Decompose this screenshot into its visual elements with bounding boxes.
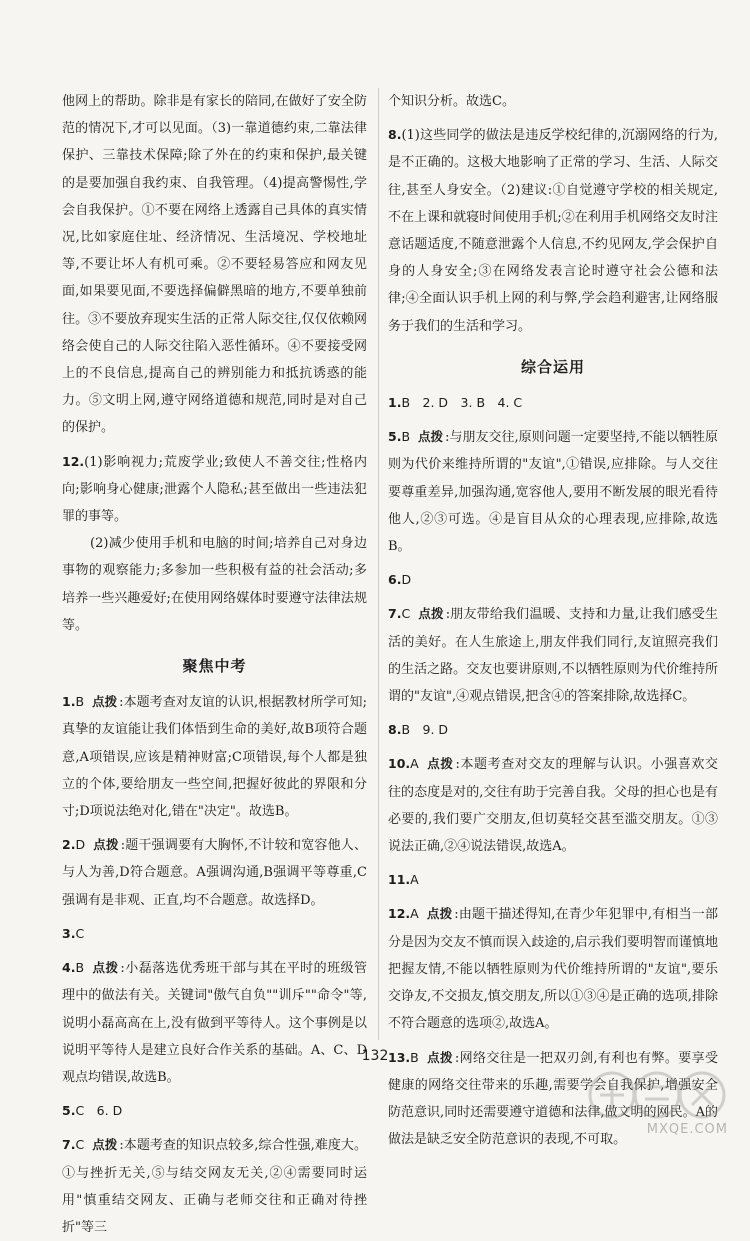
tip-label: 点拨 bbox=[426, 906, 453, 922]
paragraph bbox=[62, 448, 367, 531]
tip-label: 点拨 bbox=[92, 694, 118, 710]
answer-item bbox=[388, 600, 718, 710]
answer-choice: B 2. D 3. B 4. C bbox=[401, 395, 523, 411]
question-number: 10. bbox=[388, 756, 411, 772]
explanation-text: :网络交往是一把双刃剑,有利也有弊。要享受健康的网络交往带来的乐趣,需要学会自我保护,增强安全防范意识,同时还需要遵守道德和法律,做文明的网民。A的做法是缺乏安全防范意识的表现,不可取。 bbox=[388, 1050, 718, 1148]
section-title: 聚焦中考 bbox=[182, 657, 247, 676]
answer-item bbox=[388, 750, 718, 860]
answer-choice: C bbox=[75, 925, 85, 941]
left-column bbox=[62, 88, 367, 1241]
answer-item bbox=[62, 1097, 367, 1125]
explanation-text: :本题考查对友谊的认识,根据教材所学可知;真挚的友谊能让我们体悟到生命的美好,故B项符合题意,A项错误,应该是精神财富;C项错误,每个人都是独立的个体,要给朋友一些空间,把握好彼此的界限和分寸;D项说法绝对化,错在"决定"。故选B。 bbox=[62, 695, 367, 820]
explanation-text: :朋友带给我们温暖、支持和力量,让我们感受生活的美好。在人生旅途上,朋友伴我们同行,友谊照亮我们的生活之路。交友也要讲原则,不以牺牲原则为代价维持所谓的"友谊",④观点错误,把含④的答案排除,故选择C。 bbox=[388, 607, 718, 705]
answer-choice: B bbox=[75, 694, 85, 710]
question-number: 5. bbox=[62, 1103, 76, 1119]
paragraph-text: (2)减少使用手机和电脑的时间;培养自己对身边事物的观察能力;多参加一些积极有益的社会活动;多培养一些兴趣爱好;在使用网络媒体时要遵守法律法规等。 bbox=[62, 536, 367, 633]
question-number: 11. bbox=[388, 872, 411, 888]
question-number: 8. bbox=[388, 127, 402, 143]
answer-item bbox=[388, 900, 718, 1037]
tip-label: 点拨 bbox=[426, 1049, 453, 1065]
answer-item bbox=[388, 566, 718, 594]
tip-label: 点拨 bbox=[92, 1137, 118, 1153]
question-number: 4. bbox=[62, 960, 76, 976]
paragraph-text: (1)影响视力;荒废学业;致使人不善交往;性格内向;影响身心健康;泄露个人隐私;甚至做出一些违法犯罪的事等。 bbox=[62, 454, 367, 525]
question-number: 7. bbox=[388, 606, 402, 622]
answer-item bbox=[62, 920, 367, 948]
tip-label: 点拨 bbox=[418, 606, 444, 622]
answer-item bbox=[388, 389, 718, 417]
question-number: 1. bbox=[388, 395, 402, 411]
answer-item bbox=[62, 954, 367, 1091]
right-column bbox=[388, 88, 718, 1153]
paragraph bbox=[388, 121, 718, 340]
question-number: 5. bbox=[388, 429, 402, 445]
paragraph-text: 个知识分析。故选C。 bbox=[388, 94, 515, 109]
answer-choice: B bbox=[410, 1049, 419, 1065]
question-number: 3. bbox=[62, 925, 76, 941]
explanation-text: :与朋友交往,原则问题一定要坚持,不能以牺牲原则为代价来维持所谓的"友谊",①错误,应排除。与人交往要尊重差异,加强沟通,宽容他人,要用不断发展的眼光看待他人,②③可选。④是盲目从众的心理表现,应排除,故选B。 bbox=[388, 430, 718, 555]
column-divider bbox=[378, 88, 379, 1040]
explanation-text: :由题干描述得知,在青少年犯罪中,有相当一部分是因为交友不慎而误入歧途的,启示我们要明智而谨慎地把握友情,不能以牺牲原则为代价维持所谓的"友谊",要乐交诤友,不交损友,慎交朋友,所以①③④是正确的选项,排除不符合题意的选项②,故选A。 bbox=[388, 907, 718, 1032]
paragraph-text: 他网上的帮助。除非是有家长的陪同,在做好了安全防范的情况下,才可以见面。（3)一靠道德约束,二靠法律保护、三靠技术保障;除了外在的约束和保护,最关键的是要加强自我约束、自我管理。（4)提高警惕性,学会自我保护。①不要在网络上透露自己具体的真实情况,比如家庭住址、经济情况、生活境况、学校地址等,不要让坏人有机可乘。②不要轻易答应和网友见面,如果要见面,不要选择偏僻黑暗的地方,不要单独前往。③不要放弃现实生活的正常人际交往,仅仅依赖网络会使自己的人际交往陷入恶性循环。④不要接受网上的不良信息,提高自己的辨别能力和抵抗诱惑的能力。⑤文明上网,遵守网络道德和规范,同时是对自己的保护。 bbox=[62, 94, 367, 436]
question-number: 13. bbox=[388, 1049, 411, 1065]
answer-item bbox=[62, 1131, 367, 1241]
tip-label: 点拨 bbox=[92, 960, 119, 976]
answer-choice: B bbox=[401, 429, 411, 445]
page-number: 132 bbox=[361, 1048, 389, 1064]
question-number: 8. bbox=[388, 722, 402, 738]
tip-label: 点拨 bbox=[426, 756, 454, 772]
question-number: 12. bbox=[62, 453, 85, 469]
answer-item bbox=[388, 716, 718, 744]
answer-choice: D bbox=[75, 837, 86, 853]
answer-choice: A bbox=[410, 756, 419, 772]
explanation-text: :本题考查对交友的理解与认识。小强喜欢交往的态度是对的,交往有助于完善自我。父母的担心也是有必要的,我们要广交朋友,但切莫轻交甚至滥交朋友。①③说法正确,②④说法错误,故选A。 bbox=[388, 757, 718, 855]
explanation-text: :题干强调要有大胸怀,不计较和宽容他人、与人为善,D符合题意。A强调沟通,B强调平等尊重,C强调有是非观、正直,均不合题意。故选择D。 bbox=[62, 838, 367, 908]
explanation-text: :本题考查的知识点较多,综合性强,难度大。①与挫折无关,⑤与结交网友无关,②④需要同时运用"慎重结交网友、正确与老师交往和正确对待挫折"等三 bbox=[62, 1138, 367, 1235]
tip-label: 点拨 bbox=[418, 429, 444, 445]
answer-item bbox=[62, 831, 367, 914]
explanation-text: :小磊落选优秀班干部与其在平时的班级管理中的做法有关。关键词"傲气自负""训斥""命令"等,说明小磊高高在上,没有做到平等待人。这个事例是以说明平等待人是建立良好合作关系的基础。A、C、D观点均错误,故选B。 bbox=[62, 961, 367, 1085]
answer-choice: A bbox=[410, 872, 419, 888]
answer-choice: D bbox=[401, 572, 412, 588]
answer-choice: B 9. D bbox=[401, 722, 449, 738]
watermark-text: MXQE.COM bbox=[646, 1122, 728, 1137]
question-number: 1. bbox=[62, 694, 76, 710]
answer-choice: C 6. D bbox=[75, 1103, 123, 1119]
section-title: 综合运用 bbox=[520, 357, 585, 376]
paragraph-text: (1)这些同学的做法是违反学校纪律的,沉溺网络的行为,是不正确的。这极大地影响了正常的学习、生活、人际交往,甚至人身安全。（2)建议:①自觉遵守学校的相关规定,不在上课和就寝时间使用手机;②在利用手机网络交友时注意话题适度,不随意泄露个人信息,不约见网友,学会保护自身的人身安全;③在网络发表言论时遵守社会公德和法律;④全面认识手机上网的利与弊,学会趋利避害,让网络服务于我们的生活和学习。 bbox=[388, 128, 718, 334]
answer-choice: A bbox=[410, 906, 419, 922]
question-number: 6. bbox=[388, 572, 402, 588]
answer-item bbox=[62, 688, 367, 825]
paragraph bbox=[388, 88, 718, 115]
question-number: 2. bbox=[62, 837, 76, 853]
answer-item bbox=[388, 423, 718, 560]
paragraph bbox=[62, 530, 367, 639]
tip-label: 点拨 bbox=[93, 837, 119, 853]
answer-choice: C bbox=[401, 606, 411, 622]
paragraph bbox=[62, 88, 367, 442]
question-number: 7. bbox=[62, 1137, 76, 1153]
answer-choice: B bbox=[75, 960, 85, 976]
answer-choice: C bbox=[75, 1137, 85, 1153]
answer-item bbox=[388, 866, 718, 894]
question-number: 12. bbox=[388, 906, 411, 922]
